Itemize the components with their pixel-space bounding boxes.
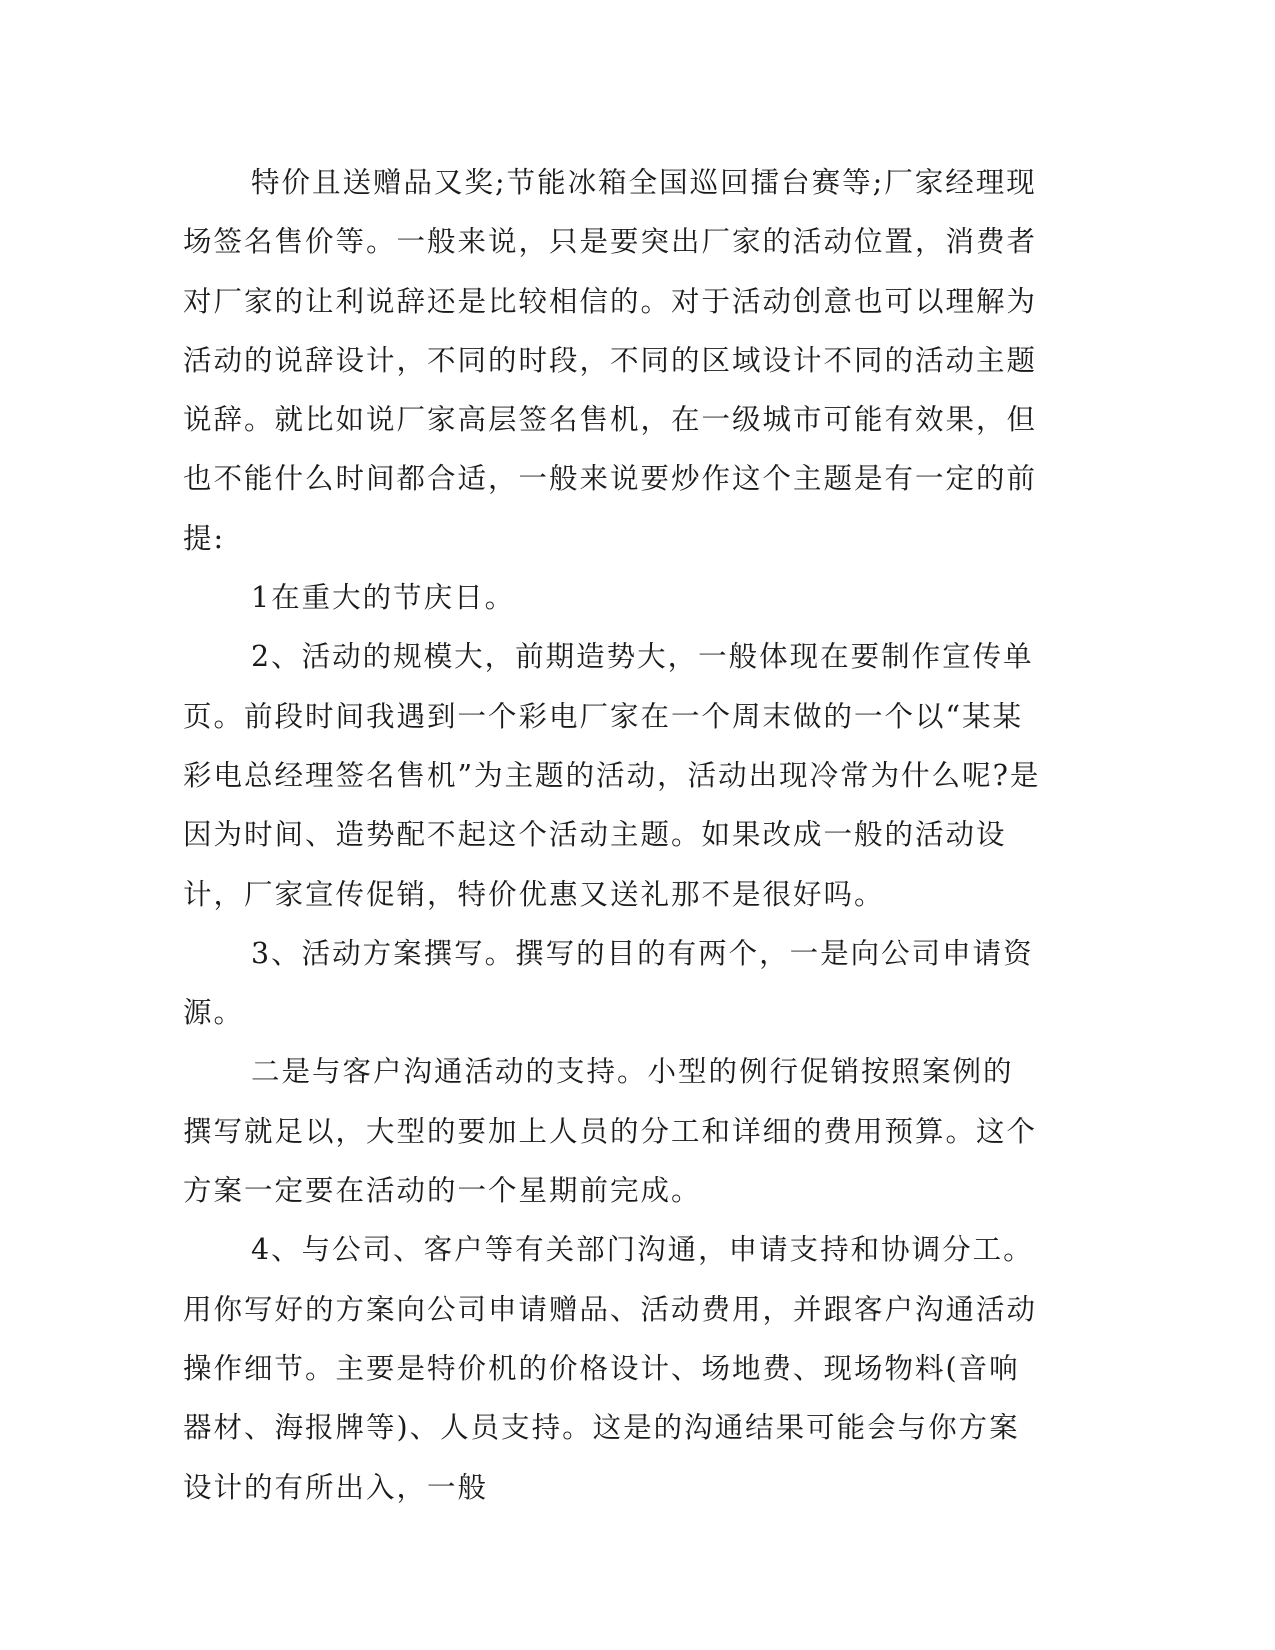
paragraph-point-3-continued: 二是与客户沟通活动的支持。小型的例行促销按照案例的撰写就足以，大型的要加上人员的分工和详细的费用预算。这个方案一定要在活动的一个星期前完成。 (183, 1055, 1038, 1208)
paragraph-point-1: 1在重大的节庆日。 (251, 581, 516, 615)
paragraph-activity-slogans: 特价且送赠品又奖;节能冰箱全国巡回擂台赛等;厂家经理现场签名售价等。一般来说，只是要突出厂家的活动位置，消费者对厂家的让利说辞还是比较相信的。对于活动创意也可以理解为活动的说辞设计，不同的时段，不同的区域设计不同的活动主题说辞。就比如说厂家高层签名售机，在一级城市可能有效果，但也不能什么时间都合适，一般来说要炒作这个主题是有一定的前提: (183, 166, 1038, 555)
paragraph-point-2: 2、活动的规模大，前期造势大，一般体现在要制作宣传单页。前段时间我遇到一个彩电厂家在一个周末做的一个以“某某彩电总经理签名售机”为主题的活动，活动出现冷常为什么呢?是因为时间、造势配不起这个活动主题。如果改成一般的活动设计，厂家宣传促销，特价优惠又送礼那不是很好吗。 (183, 640, 1041, 911)
paragraph-point-4: 4、与公司、客户等有关部门沟通，申请支持和协调分工。用你写好的方案向公司申请赠品、活动费用，并跟客户沟通活动操作细节。主要是特价机的价格设计、场地费、现场物料(音响器材、海报牌等)、人员支持。这是的沟通结果可能会与你方案设计的有所出入，一般 (183, 1233, 1038, 1504)
document-body (183, 153, 1043, 1517)
paragraph-point-3: 3、活动方案撰写。撰写的目的有两个，一是向公司申请资源。 (183, 936, 1034, 1030)
